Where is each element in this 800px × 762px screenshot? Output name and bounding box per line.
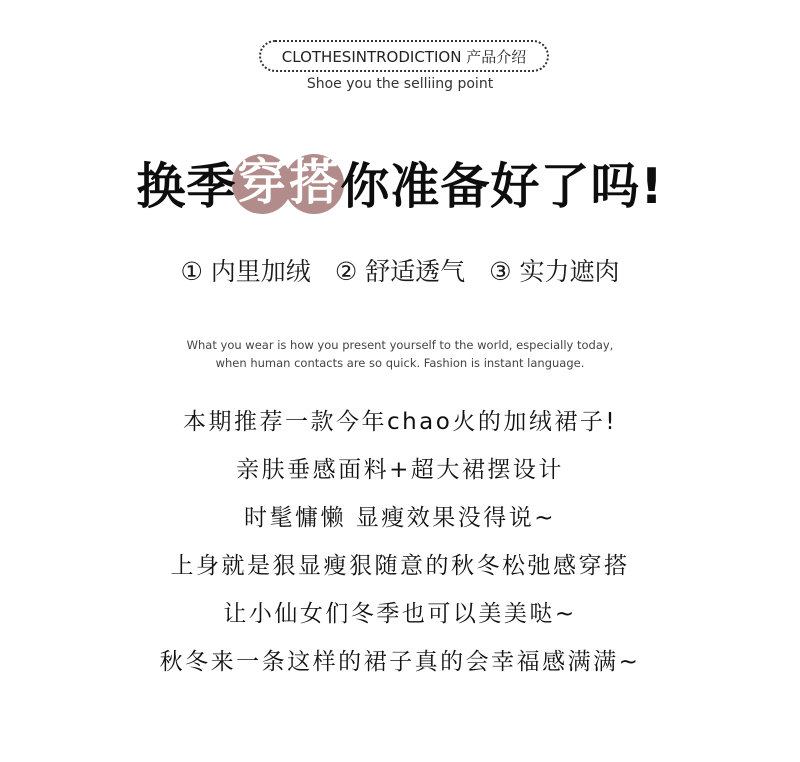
section-tag-text: CLOTHESINTRODICTION 产品介绍 (281, 47, 527, 66)
highlight-char-1: 穿 (236, 150, 288, 216)
feature-item: ② 舒适透气 (334, 257, 466, 286)
quote-line: when human contacts are so quick. Fashion is instant language. (215, 356, 585, 370)
headline (0, 148, 800, 218)
section-tag-pill (259, 40, 549, 72)
description-line: 亲肤垂感面料+超大裙摆设计 (236, 457, 564, 483)
headline-after: 你准备好了吗! (340, 158, 664, 215)
highlight-char-2: 搭 (288, 150, 340, 216)
headline-highlight (236, 150, 340, 216)
feature-item: ① 内里加绒 (180, 257, 311, 286)
product-description (0, 398, 800, 686)
headline-before: 换季 (136, 158, 237, 215)
description-line: 上身就是狠显瘦狠随意的秋冬松弛感穿搭 (170, 553, 630, 579)
fashion-quote (0, 336, 800, 372)
quote-line: What you wear is how you present yourself to the world, especially today, (186, 338, 614, 352)
description-line: 让小仙女们冬季也可以美美哒~ (223, 601, 577, 627)
description-line: 时髦慵懒 显瘦效果没得说~ (243, 505, 557, 531)
feature-item: ③ 实力遮肉 (489, 257, 620, 286)
description-line: 本期推荐一款今年chao火的加绒裙子! (182, 409, 618, 435)
description-line: 秋冬来一条这样的裙子真的会幸福感满满~ (159, 649, 641, 675)
feature-list (0, 252, 800, 288)
section-subtitle: Shoe you the selliing point (306, 76, 494, 92)
